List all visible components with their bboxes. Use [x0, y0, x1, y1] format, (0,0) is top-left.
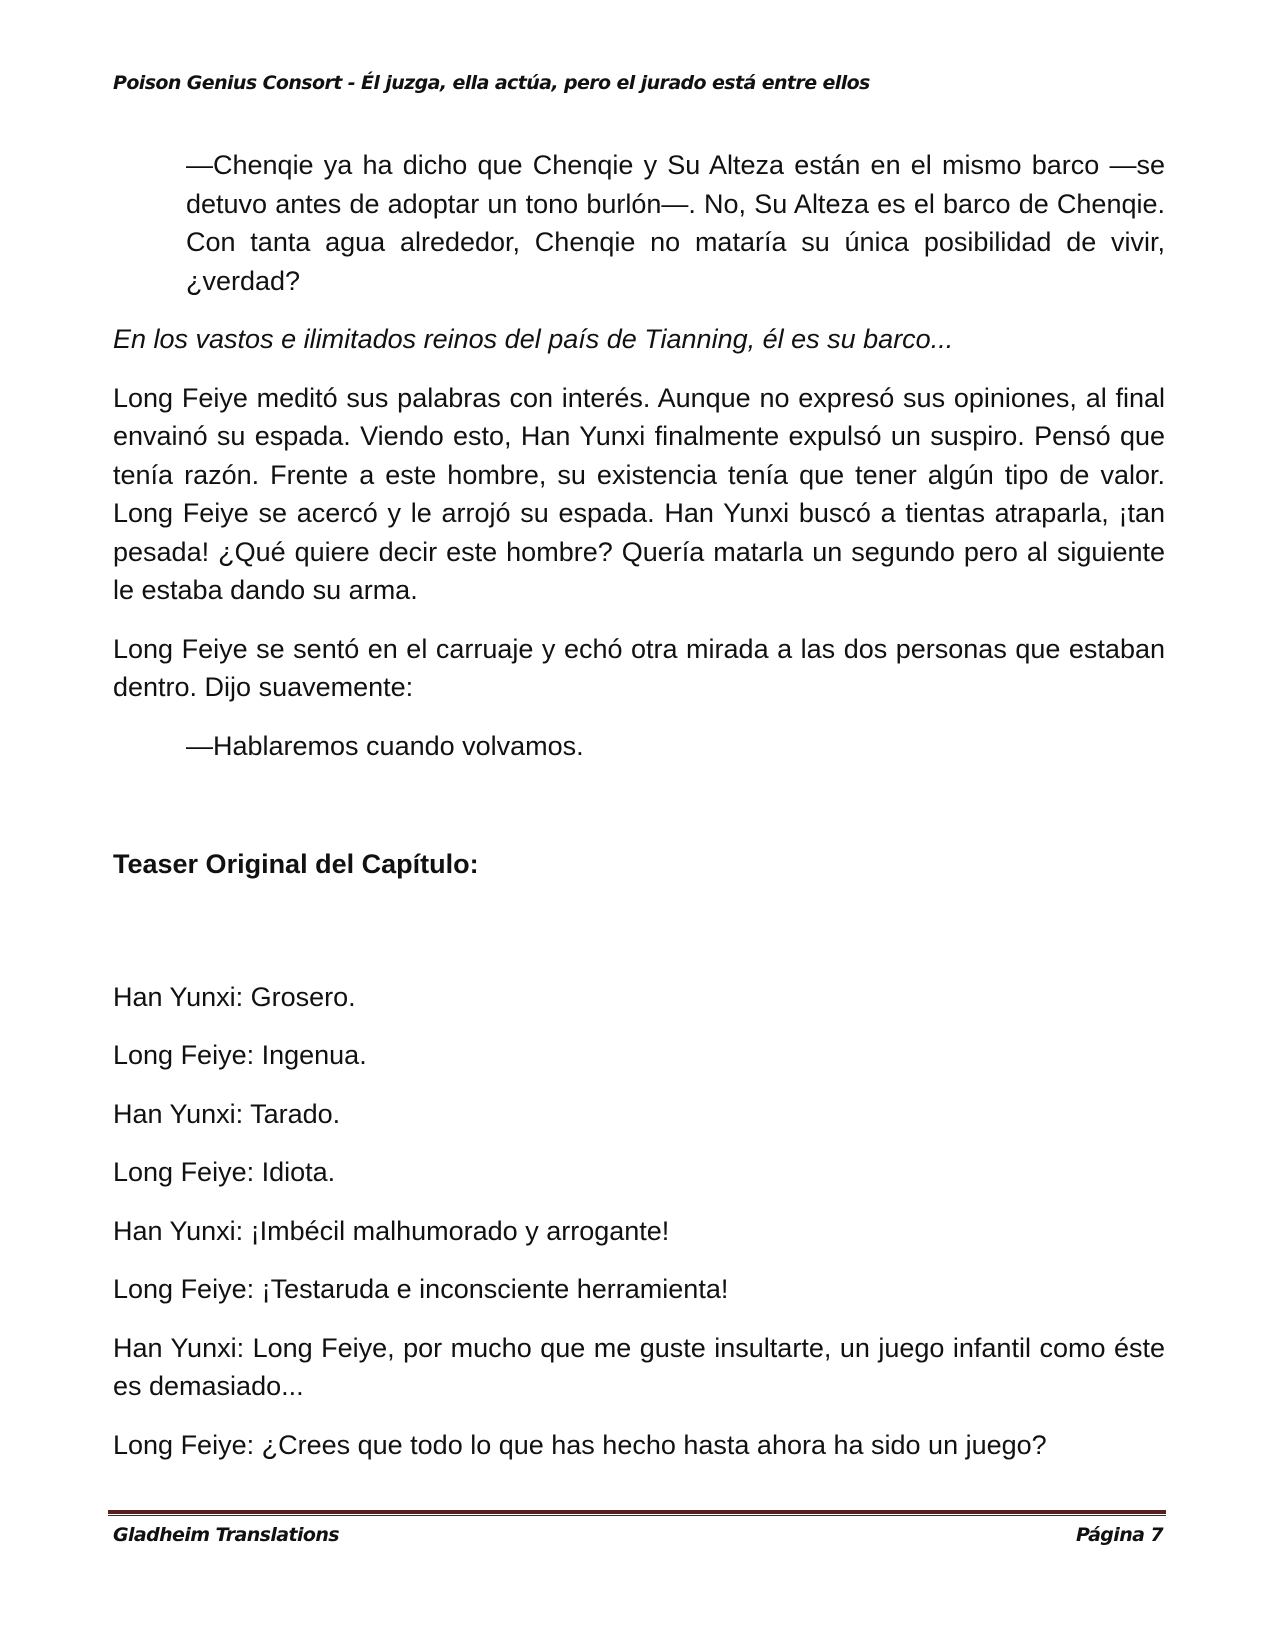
- page-content: [113, 146, 1165, 1484]
- dialogue-line: Long Feiye: Ingenua.: [113, 1040, 367, 1070]
- spacer: [113, 884, 1165, 978]
- page-header-title: Poison Genius Consort - Él juzga, ella actúa, pero el jurado está entre ellos: [113, 72, 870, 94]
- footer-publisher: Gladheim Translations: [113, 1524, 339, 1546]
- dialogue-line: Han Yunxi: ¡Imbécil malhumorado y arrogante!: [113, 1215, 670, 1246]
- footer-page-number: Página 7: [1075, 1524, 1163, 1546]
- dialogue-line: Han Yunxi: Grosero.: [113, 981, 356, 1012]
- dialogue-line: Long Feiye: ¡Testaruda e inconsciente herramienta!: [113, 1274, 729, 1304]
- dialogue-line: Han Yunxi: Tarado.: [113, 1098, 341, 1129]
- paragraph-dialogue-2: —Hablaremos cuando volvamos.: [186, 730, 584, 761]
- footer-divider: [108, 1510, 1166, 1516]
- paragraph-narration-1: Long Feiye meditó sus palabras con interés. Aunque no expresó sus opiniones, al final envainó su espada. Viendo esto, Han Yunxi finalmente expulsó un suspiro. Pensó que tenía razón. Frente a este hombre, su existencia tenía que tener algún tipo de valor. Long Feiye se acercó y le arrojó su espada. Han Yunxi buscó a tientas atraparla, ¡tan pesada! ¿Qué quiere decir este hombre? Quería matarla un segundo pero al siguiente le estaba dando su arma.: [113, 382, 1165, 605]
- dialogue-line: Han Yunxi: Long Feiye, por mucho que me guste insultarte, un juego infantil como éste es demasiado...: [113, 1332, 1165, 1401]
- dialogue-line: Long Feiye: ¿Crees que todo lo que has hecho hasta ahora ha sido un juego?: [113, 1429, 1047, 1460]
- paragraph-dialogue-1: —Chenqie ya ha dicho que Chenqie y Su Alteza están en el mismo barco —se detuvo antes de adoptar un tono burlón—. No, Su Alteza es el barco de Chenqie. Con tanta agua alrededor, Chenqie no mataría su única posibilidad de vivir, ¿verdad?: [186, 150, 1165, 296]
- section-heading: Teaser Original del Capítulo:: [113, 849, 479, 879]
- paragraph-narration-2: Long Feiye se sentó en el carruaje y echó otra mirada a las dos personas que estaban dentro. Dijo suavemente:: [113, 633, 1165, 702]
- paragraph-italic-thought: En los vastos e ilimitados reinos del país de Tianning, él es su barco...: [113, 324, 954, 354]
- dialogue-line: Long Feiye: Idiota.: [113, 1157, 336, 1187]
- spacer: [113, 785, 1165, 845]
